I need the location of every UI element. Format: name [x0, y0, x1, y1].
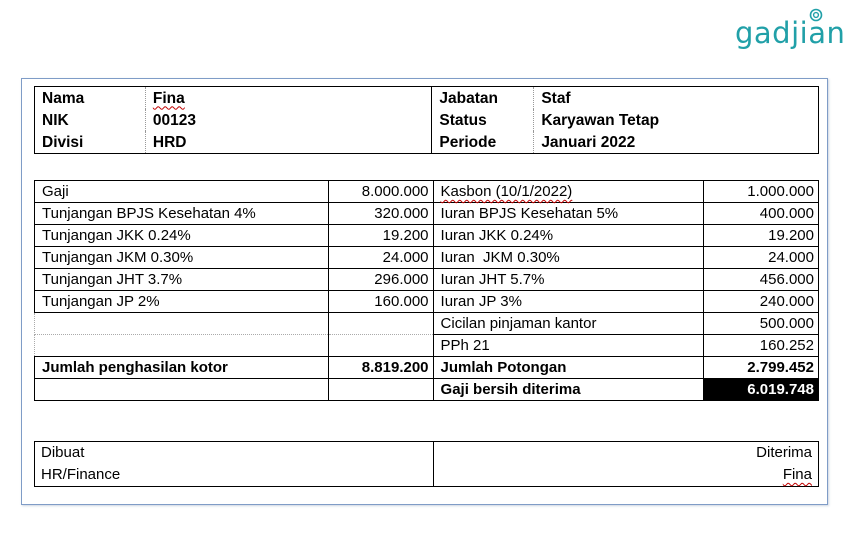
deduction-label: Iuran JP 3% — [433, 291, 704, 313]
earning-amount: 296.000 — [328, 269, 433, 291]
made-by: HR/Finance — [35, 464, 434, 487]
deduction-amount: 160.252 — [704, 335, 819, 357]
kasbon-label: Kasbon (10/1/2022) — [440, 183, 573, 200]
totals-row — [35, 357, 819, 379]
net-salary-label: Gaji bersih diterima — [433, 379, 704, 401]
earning-label: Tunjangan JKK 0.24% — [35, 225, 329, 247]
deduction-total-amount: 2.799.452 — [704, 357, 819, 379]
info-value: 00123 — [145, 109, 432, 131]
deduction-label: Iuran JKK 0.24% — [433, 225, 704, 247]
received-label: Diterima — [433, 442, 819, 465]
employee-info-table — [34, 86, 819, 154]
info-label: NIK — [35, 109, 146, 131]
table-row — [35, 313, 819, 335]
info-value: Januari 2022 — [534, 131, 819, 154]
empty-cell — [35, 379, 329, 401]
signature-row — [35, 442, 819, 465]
earning-amount: 8.000.000 — [328, 181, 433, 203]
deduction-amount: 24.000 — [704, 247, 819, 269]
table-row — [35, 335, 819, 357]
net-salary-amount: 6.019.748 — [704, 379, 819, 401]
earning-label: Tunjangan JP 2% — [35, 291, 329, 313]
earning-label: Gaji — [35, 181, 329, 203]
deduction-amount: 240.000 — [704, 291, 819, 313]
net-row — [35, 379, 819, 401]
deduction-label — [433, 181, 704, 203]
deduction-total-label: Jumlah Potongan — [433, 357, 704, 379]
salary-table — [34, 180, 819, 401]
table-row — [35, 203, 819, 225]
earning-label: Tunjangan JHT 3.7% — [35, 269, 329, 291]
empty-cell — [35, 335, 329, 357]
deduction-label: Iuran JHT 5.7% — [433, 269, 704, 291]
deduction-amount: 19.200 — [704, 225, 819, 247]
table-row — [35, 269, 819, 291]
earning-label: Tunjangan JKM 0.30% — [35, 247, 329, 269]
table-row — [35, 291, 819, 313]
info-label: Status — [432, 109, 534, 131]
deduction-label: Iuran BPJS Kesehatan 5% — [433, 203, 704, 225]
employee-name: Fina — [152, 89, 185, 107]
earning-label: Tunjangan BPJS Kesehatan 4% — [35, 203, 329, 225]
info-value — [145, 87, 432, 110]
info-label: Divisi — [35, 131, 146, 154]
table-row — [35, 181, 819, 203]
empty-cell — [328, 379, 433, 401]
received-by-cell — [433, 464, 819, 487]
info-label: Jabatan — [432, 87, 534, 110]
earning-amount: 160.000 — [328, 291, 433, 313]
info-label: Periode — [432, 131, 534, 154]
received-by: Fina — [782, 466, 812, 483]
info-value: Karyawan Tetap — [534, 109, 819, 131]
gadjian-logo — [735, 8, 846, 50]
logo-text: gadjian — [735, 16, 846, 50]
empty-cell — [35, 313, 329, 335]
info-label: Nama — [35, 87, 146, 110]
deduction-amount: 1.000.000 — [704, 181, 819, 203]
signature-row — [35, 464, 819, 487]
table-row — [35, 247, 819, 269]
employee-info-row — [35, 87, 819, 110]
employee-info-row — [35, 131, 819, 154]
empty-cell — [328, 313, 433, 335]
gross-total-amount: 8.819.200 — [328, 357, 433, 379]
table-row — [35, 225, 819, 247]
deduction-label: Cicilan pinjaman kantor — [433, 313, 704, 335]
deduction-label: PPh 21 — [433, 335, 704, 357]
earning-amount: 320.000 — [328, 203, 433, 225]
employee-info-row — [35, 109, 819, 131]
swirl-icon — [809, 8, 823, 22]
signature-table — [34, 441, 819, 487]
earning-amount: 19.200 — [328, 225, 433, 247]
made-label: Dibuat — [35, 442, 434, 465]
gross-total-label: Jumlah penghasilan kotor — [35, 357, 329, 379]
deduction-amount: 500.000 — [704, 313, 819, 335]
info-value: Staf — [534, 87, 819, 110]
empty-cell — [328, 335, 433, 357]
deduction-amount: 400.000 — [704, 203, 819, 225]
deduction-label: Iuran JKM 0.30% — [433, 247, 704, 269]
payslip-sheet — [21, 78, 828, 505]
earning-amount: 24.000 — [328, 247, 433, 269]
deduction-amount: 456.000 — [704, 269, 819, 291]
info-value: HRD — [145, 131, 432, 154]
